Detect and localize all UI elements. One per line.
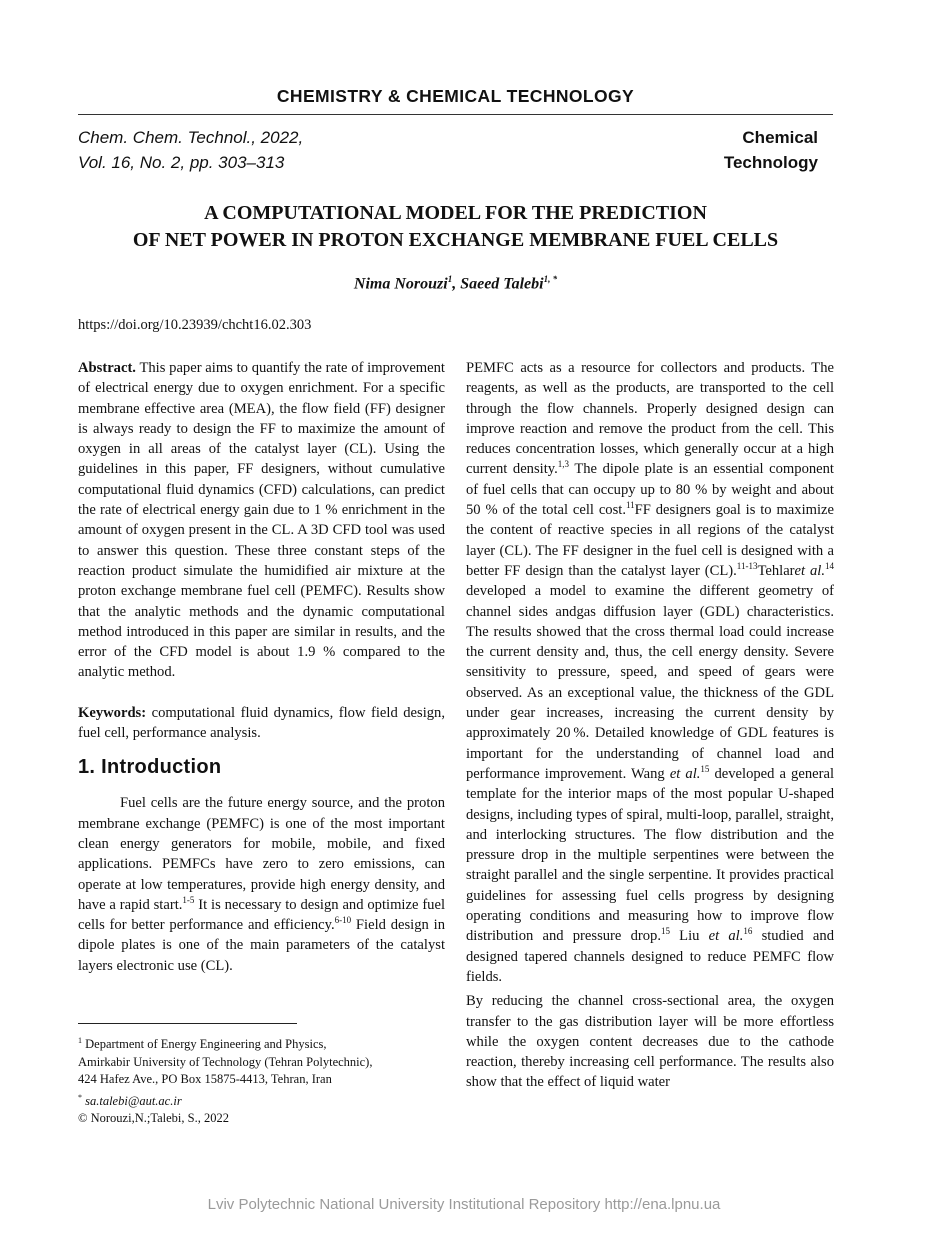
doi-link[interactable]: https://doi.org/10.23939/chcht16.02.303: [78, 317, 312, 333]
section-tag-line-2: Technology: [723, 152, 818, 172]
citation-line-1: Chem. Chem. Technol., 2022,: [78, 128, 304, 147]
authors: [78, 274, 833, 293]
keywords: [78, 703, 445, 744]
introduction-heading: 1. Introduction: [78, 756, 222, 779]
author-1: Nima Norouzi: [353, 275, 448, 293]
footnote-affiliation-line-2: Amirkabir University of Technology (Tehran Polytechnic),: [78, 1054, 373, 1069]
keywords-label: Keywords:: [78, 704, 147, 721]
author-2-affiliation: 1, *: [543, 274, 558, 284]
paper-title: [78, 200, 833, 254]
left-column: [78, 358, 445, 976]
header-divider: [78, 114, 833, 115]
footnotes: [78, 1032, 448, 1128]
footnote-divider: [78, 1023, 297, 1024]
journal-name: CHEMISTRY & CHEMICAL TECHNOLOGY: [276, 86, 635, 106]
title-line-2: OF NET POWER IN PROTON EXCHANGE MEMBRANE FUEL CELLS: [132, 229, 779, 251]
citation-line-2: Vol. 16, No. 2, pp. 303–313: [78, 152, 285, 172]
intro-paragraph-2: PEMFC acts as a resource for collectors and products. The reagents, as well as the products, are transported to the cell through the flow channels. Properly designed design can improve reaction and remove the product from the cell. This reduces concentration losses, which generally occur at a high current density.$^{1,3}$ The dipole plate is an essential component of fuel cells that can occupy up to 80 % by weight and about 50 % of the total cell cost.$^{11}$FF designers goal is to maximize the content of reactive species in all regions of the catalyst layer (CL). The FF designer in the fuel cell is designed with a better FF design than the catalyst layer (CL).$^{11-13}$Tehlaret al.$^{14}$ developed a model to examine the different geometry of channel sides andgas diffusion layer (GDL) characteristics. The results showed that the cross thermal load could increase the current density and, thus, the cell energy density. Severe sensitivity to pressure, speed, and speed of gears were observed. As an exceptional value, the thickness of the GDL under gear increases, increasing the current density by approximately 20 %. Detailed knowledge of GDL features is important for the understanding of channel load and performance improvement. Wang et al.$^{15}$ developed a general template for the interior maps of the most popular U-shaped designs, including types of spiral, multi-loop, parallel, straight, and interlocking structures. The flow distribution and the pressure drop in the multiple serpentines were between the straight parallel and the single serpentine. It provides practical guidelines for assessing fuel cells progress by designing operating conditions and measuring how to improve flow distribution and pressure drop.$^{15}$ Liu et al.$^{16}$ studied and designed tapered channels designed to reduce PEMFC flow fields.: [466, 360, 835, 985]
author-2: Saeed Talebi: [460, 275, 544, 293]
author-separator: ,: [452, 275, 461, 293]
footnote-copyright: © Norouzi,N.;Talebi, S., 2022: [78, 1111, 229, 1126]
intro-paragraph-3: By reducing the channel cross-sectional area, the oxygen transfer to the gas distribution layer will be more effortless while the oxygen content decreases due to the cathode reaction, thereby increasing cell performance. The results also show that the effect of liquid water: [466, 993, 834, 1091]
footnote-address: 424 Hafez Ave., PO Box 15875-4413, Tehran, Iran: [78, 1072, 332, 1087]
right-column: [466, 358, 834, 1093]
keywords-text: computational fluid dynamics, flow field design, fuel cell, performance analysis.: [78, 704, 445, 742]
section-tag-line-1: Chemical: [742, 128, 818, 147]
citation: [78, 126, 303, 175]
abstract-text: This paper aims to quantify the rate of improvement of electrical energy due to oxygen enrichment. For a specific membrane effective area (MEA), the flow field (FF) designer is always ready to design the FF to maximize the amount of oxygen in all areas of the catalyst layer (CL). Using the guidelines in this paper, FF designers, without cumulative computational fluid dynamics (CFD) calculations, can predict the rate of electrical energy gain due to 1 % enrichment in the amount of oxygen present in the CL. A 3D CFD tool was used to answer this question. These three constant steps of the reaction product simulate the humidified air mixture at the proton exchange membrane fuel cell (PEMFC). Results show that the analytic methods and the dynamic computational method introduced in this paper are similar in results, and the error of the CFD model is about 1.9 % compared to the analytic method.: [78, 360, 445, 681]
footnote-affiliation: $^1$ Department of Energy Engineering and Physics,: [78, 1036, 327, 1052]
abstract-label: Abstract.: [78, 360, 136, 376]
abstract: [78, 358, 445, 683]
footnote-email[interactable]: * sa.talebi@aut.ac.ir: [78, 1092, 182, 1108]
author-1-affiliation: 1: [447, 274, 453, 284]
intro-paragraph-1: Fuel cells are the future energy source, and the proton membrane exchange (PEMFC) is one of the most important clean energy generators for mobile, mobile, and fixed applications. PEMFCs have zero to zero emissions, can operate at low temperatures, provide high energy density, and have a rapid start.$^{1-5}$ It is necessary to design and optimize fuel cells for better performance and efficiency.$^{6-10}$ Field design in dipole plates is one of the main parameters of the catalyst layers electronic use (CL).: [78, 795, 446, 974]
repository-footer: Lviv Polytechnic National University Institutional Repository http://ena.lpnu.ua: [207, 1196, 721, 1213]
section-tag: [724, 126, 818, 175]
title-line-1: A COMPUTATIONAL MODEL FOR THE PREDICTION: [204, 202, 707, 224]
